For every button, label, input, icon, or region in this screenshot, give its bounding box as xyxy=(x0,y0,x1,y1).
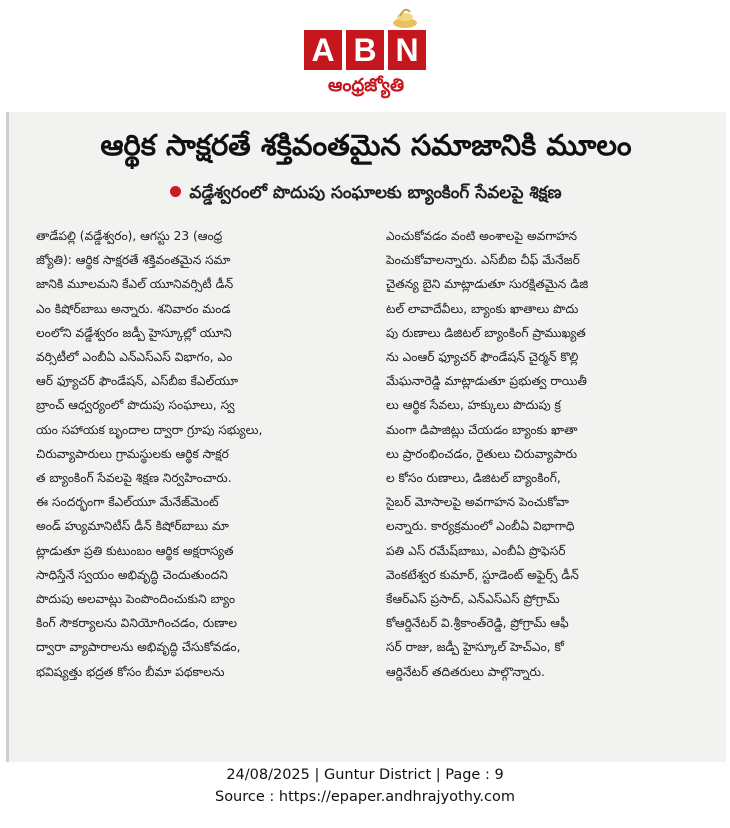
article-line: పు రుణాలు డిజిటల్ బ్యాంకింగ్ ప్రాముఖ్యత xyxy=(386,325,586,340)
footer-source: Source : https://epaper.andhrajyothy.com xyxy=(214,789,516,805)
lamp-icon xyxy=(390,6,420,30)
article-line: త బ్యాంకింగ్ సేవలపై శిక్షణ నిర్వహించారు. xyxy=(36,471,232,486)
article-line: జ్యోతి): ఆర్థిక సాక్షరతే శక్తివంతమైన సమా xyxy=(36,253,231,268)
article-line: కోఆర్డినేటర్ వి.శ్రీకాంత్‌రెడ్డి, ప్రోగ్రామ్ ఆఫీ xyxy=(386,616,569,631)
article-line: ఆర్ ఫ్యూచర్ ఫౌండేషన్, ఎస్‌బీఐ కేఎల్‌యూ xyxy=(36,374,239,389)
article-line: ఎంచుకోవడం వంటి అంశాలపై అవగాహన xyxy=(386,229,577,243)
masthead xyxy=(0,0,730,110)
article-line: ఈ సందర్భంగా కేఎల్‌యూ మేనేజ్‌మెంట్ xyxy=(36,495,219,510)
article-line: సర్ రాజు, జడ్పీ హైస్కూల్ హెచ్ఎం, కో xyxy=(386,640,564,655)
article-line: వర్సిటీలో ఎంబీఏ ఎన్ఎస్ఎస్ విభాగం, ఎం xyxy=(36,350,233,365)
article-line: ల కోసం రుణాలు, డిజిటల్ బ్యాంకింగ్, xyxy=(386,471,561,486)
article-line: భవిష్యత్తు భద్రత కోసం బీమా పథకాలను xyxy=(36,664,225,679)
article-line: మేఘనారెడ్డి మాట్లాడుతూ ప్రభుత్వ రాయితీ xyxy=(386,374,587,389)
article-line: ను ఎంఆర్ ఫ్యూచర్ ఫౌండేషన్ చైర్మన్ కొల్లి xyxy=(386,350,579,365)
article-line: మంగా డిపాజిట్లు చేయడం బ్యాంకు ఖాతా xyxy=(386,422,578,437)
article-line: లన్నారు. కార్యక్రమంలో ఎంబీఏ విభాగాధి xyxy=(386,519,575,534)
article-line: ద్వారా వ్యాపారాలను అభివృద్ధి చేసుకోవడం, xyxy=(36,640,241,655)
article-line: అండ్ హ్యుమానిటీస్ డీన్ కిషోర్‌బాబు మా xyxy=(36,519,229,534)
logo-subtitle: ఆంధ్రజ్యోతి xyxy=(327,75,405,96)
article-line: పెంచుకోవాలన్నారు. ఎస్‌బీఐ చీఫ్ మేనేజర్ xyxy=(386,253,580,268)
article-line: టల్ లావాదేవీలు, బ్యాంకు ఖాతాలు పొదు xyxy=(386,301,579,316)
article-line: లంలోని వడ్డేశ్వరం జడ్పీ హైస్కూల్లో యూని xyxy=(36,325,232,340)
article-line: పతి ఎస్ రమేష్‌బాబు, ఎంబీఏ ప్రొఫెసర్ xyxy=(386,543,566,558)
article-left-column xyxy=(36,224,381,684)
article-line: లు ప్రారంభించడం, రైతులు చిరువ్యాపారు xyxy=(386,446,578,461)
article-line: ఆర్డినేటర్ తదితరులు పాల్గొన్నారు. xyxy=(386,664,545,679)
logo-letter: N xyxy=(388,30,426,70)
article-line: యం సహాయక బృందాల ద్వారా గ్రూపు సభ్యులు, xyxy=(36,422,263,437)
article-line: ట్లాడుతూ ప్రతి కుటుంబం ఆర్థిక అక్షరాస్యత xyxy=(36,543,234,558)
clipping-edge xyxy=(6,112,9,762)
article-line: బ్రాంచ్ ఆధ్వర్యంలో పొదుపు సంఘాలు, స్వ xyxy=(36,398,235,413)
subheadline-text: వడ్డేశ్వరంలో పొదుపు సంఘాలకు బ్యాంకింగ్ సేవలపై శిక్షణ xyxy=(189,183,562,203)
article-line: కేఆర్ఎస్ ప్రసాద్, ఎన్ఎస్ఎస్ ప్రోగ్రామ్ xyxy=(386,592,560,607)
article-line: జానికి మూలమని కేఎల్ యూనివర్సిటీ డీన్ xyxy=(36,277,234,292)
article-line: ఎం కిషోర్‌బాబు అన్నారు. శనివారం మండ xyxy=(36,301,231,316)
article-line: సాధిస్తేనే స్వయం అభివృద్ధి చెందుతుందని xyxy=(36,567,228,582)
footer-date-page: 24/08/2025 | Guntur District | Page : 9 xyxy=(226,767,504,783)
page-footer xyxy=(0,764,730,808)
article-line: చైతన్య బైని మాట్లాడుతూ సురక్షితమైన డిజి xyxy=(386,277,589,292)
article-line: లు ఆర్థిక సేవలు, హక్కులు పొదుపు క్ర xyxy=(386,398,561,413)
logo-letters xyxy=(304,30,426,70)
article-headline: ఆర్థిక సాక్షరతే శక్తివంతమైన సమాజానికి మూలం xyxy=(100,128,632,162)
bullet-icon xyxy=(170,186,181,197)
article-line: సైబర్ మోసాలపై అవగాహన పెంచుకోవా xyxy=(386,495,569,510)
article-line: తాడేపల్లి (వడ్డేశ్వరం), ఆగస్టు 23 (ఆంధ్ర xyxy=(36,229,223,243)
abn-andhrajyothy-logo xyxy=(304,6,434,106)
article-line: చిరువ్యాపారులు గ్రామస్థులకు ఆర్థిక సాక్షర xyxy=(36,446,229,461)
logo-letter: B xyxy=(346,30,384,70)
article-subheadline xyxy=(16,180,716,206)
article-right-column xyxy=(386,224,716,684)
logo-letter: A xyxy=(304,30,342,70)
article-line: వెంకటేశ్వర కుమార్, స్టూడెంట్ అఫైర్స్ డీన్ xyxy=(386,567,579,582)
article-line: కింగ్ సౌకర్యాలను వినియోగించడం, రుణాల xyxy=(36,616,238,631)
newspaper-clipping xyxy=(6,112,726,762)
article-line: పొదుపు అలవాట్లు పెంపొందించుకుని బ్యాం xyxy=(36,592,236,607)
